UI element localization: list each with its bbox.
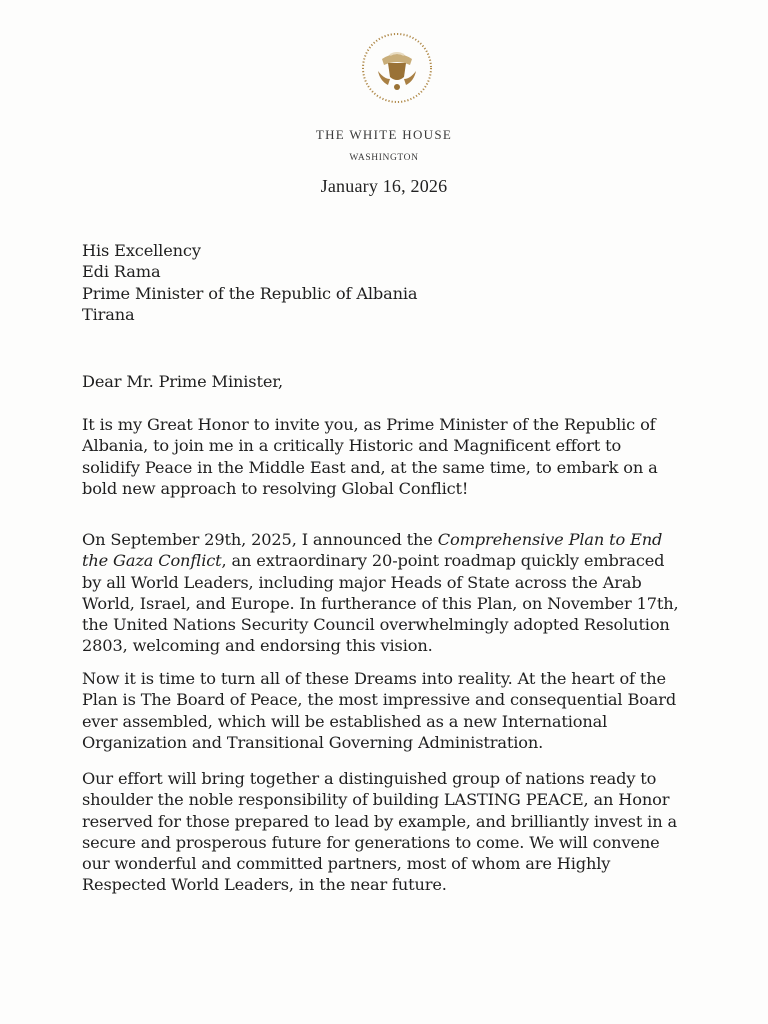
paragraph-line [82,711,676,732]
paragraph-line [82,635,679,656]
letter-date: January 16, 2026 [320,176,448,196]
paragraph [82,414,658,499]
text-segment: the United Nations Security Council overwhelmingly adopted Resolution [82,615,670,635]
paragraph-line [82,853,677,874]
address-line: His Excellency [82,241,201,260]
letterhead-city: WASHINGTON [349,153,419,163]
paragraph-line [82,768,677,789]
paragraph [82,668,676,753]
address-line: Tirana [82,304,135,324]
address-line: Edi Rama [82,262,161,282]
paragraph-line [82,689,676,710]
paragraph-line [82,457,658,478]
paragraph-line [82,435,658,456]
letterhead-title: THE WHITE HOUSE [315,127,453,142]
paragraph-line [82,550,679,571]
text-segment: 2803, welcoming and endorsing this vision. [82,636,433,656]
address-line: Prime Minister of the Republic of Albania [82,283,418,303]
text-segment: by all World Leaders, including major Heads of State across the Arab [82,572,642,592]
paragraph-line [82,414,658,435]
text-segment: ever assembled, which will be established as a new International [82,711,608,731]
paragraph-line [82,789,677,810]
paragraph-line [82,529,679,550]
paragraph [82,529,679,657]
text-segment: World, Israel, and Europe. In furtherance of this Plan, on November 17th, [82,593,679,613]
text-segment: Now it is time to turn all of these Dreams into reality. At the heart of the [82,669,666,688]
paragraph-line [82,668,676,689]
paragraph-line [82,811,677,832]
paragraph-line [82,478,658,499]
recipient-address [82,240,417,325]
paragraph [82,768,677,896]
text-segment: our wonderful and committed partners, most of whom are Highly [82,854,611,874]
text-segment: Respected World Leaders, in the near future. [82,875,447,895]
text-segment: Organization and Transitional Governing Administration. [82,732,544,752]
presidential-seal-icon [360,31,434,105]
text-segment: secure and prosperous future for generations to come. We will convene [82,832,660,852]
italic-text: the Gaza Conflict [82,551,222,571]
text-segment: reserved for those prepared to lead by example, and brilliantly invest in a [82,811,677,831]
paragraph-line [82,732,676,753]
text-segment: Albania, to join me in a critically Historic and Magnificent effort to [82,436,622,456]
text-segment: On September 29th, 2025, I announced the [82,530,438,549]
text-segment: , an extraordinary 20-point roadmap quickly embraced [221,551,665,571]
text-segment: shoulder the noble responsibility of building LASTING PEACE, an Honor [82,790,670,810]
paragraph-line [82,874,677,895]
paragraph-line [82,572,679,593]
paragraph-line [82,593,679,614]
paragraph-line [82,614,679,635]
paragraph-line [82,832,677,853]
text-segment: Our effort will bring together a distinguished group of nations ready to [82,769,657,788]
italic-text: Comprehensive Plan to End [437,530,663,549]
text-segment: It is my Great Honor to invite you, as Prime Minister of the Republic of [82,415,656,434]
text-segment: Plan is The Board of Peace, the most impressive and consequential Board [82,690,677,710]
text-segment: bold new approach to resolving Global Conflict! [82,478,469,498]
text-segment: solidify Peace in the Middle East and, at the same time, to embark on a [82,457,658,477]
salutation: Dear Mr. Prime Minister, [82,372,284,391]
